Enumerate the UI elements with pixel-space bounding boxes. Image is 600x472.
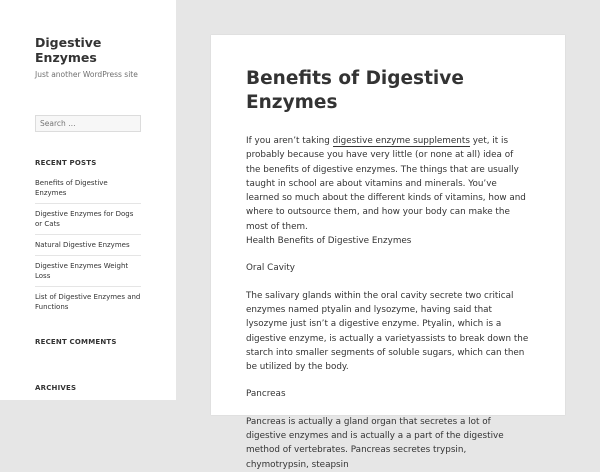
article-title: Benefits of Digestive Enzymes xyxy=(246,68,464,113)
pancreas-heading: Pancreas xyxy=(246,389,286,400)
supplements-link[interactable]: digestive enzyme supplements xyxy=(332,136,470,146)
recent-post-link[interactable]: Digestive Enzymes Weight Loss xyxy=(35,255,141,286)
oral-cavity-paragraph: The salivary glands within the oral cavity secrete two critical enzymes named ptyalin and lysozyme, having said that lysozyme just isn’t a digestive enzyme. Ptyalin, which is a digestive enzyme, is actually a varietyassists to break down the starch into smaller segments of soluble sugars, which can then be utilized by the body. xyxy=(246,290,529,373)
recent-comments-title: RECENT COMMENTS xyxy=(35,338,117,346)
recent-post-link[interactable]: List of Digestive Enzymes and Functions xyxy=(35,286,141,317)
recent-posts-title: RECENT POSTS xyxy=(35,159,97,167)
site-title[interactable] xyxy=(35,35,141,65)
site-title-line2[interactable]: Enzymes xyxy=(35,50,97,65)
intro-paragraph xyxy=(246,134,530,248)
recent-post-link[interactable]: Natural Digestive Enzymes xyxy=(35,234,141,255)
site-description: Just another WordPress site xyxy=(35,70,138,79)
intro-text-before: If you aren’t taking xyxy=(246,136,333,146)
recent-post-link[interactable]: Digestive Enzymes for Dogs or Cats xyxy=(35,203,141,234)
site-title-line1[interactable]: Digestive xyxy=(35,35,102,50)
pancreas-paragraph: Pancreas is actually a gland organ that secretes a lot of digestive enzymes and is actually a a part of the digestive method of vertebrates. Pancreas secretes trypsin, chymotrypsin, steapsin xyxy=(246,416,504,470)
recent-post-link[interactable]: Benefits of Digestive Enzymes xyxy=(35,179,108,197)
article-body xyxy=(246,134,530,472)
recent-posts-list xyxy=(35,175,141,317)
health-benefits-subheading: Health Benefits of Digestive Enzymes xyxy=(246,236,412,247)
search-input[interactable] xyxy=(35,115,141,132)
article-card xyxy=(211,35,565,470)
oral-cavity-heading: Oral Cavity xyxy=(246,263,296,274)
intro-text-after: yet, it is probably because you have very little (or none at all) idea of the benefits of digestive enzymes. The things that are usually taught in school are about vitamins and minerals. You’ve learned so much about the different kinds of vitamins, how and where to outsource them, and how your body can make the most of them. xyxy=(246,136,526,232)
archives-title: ARCHIVES xyxy=(35,384,77,392)
sidebar xyxy=(0,0,176,400)
